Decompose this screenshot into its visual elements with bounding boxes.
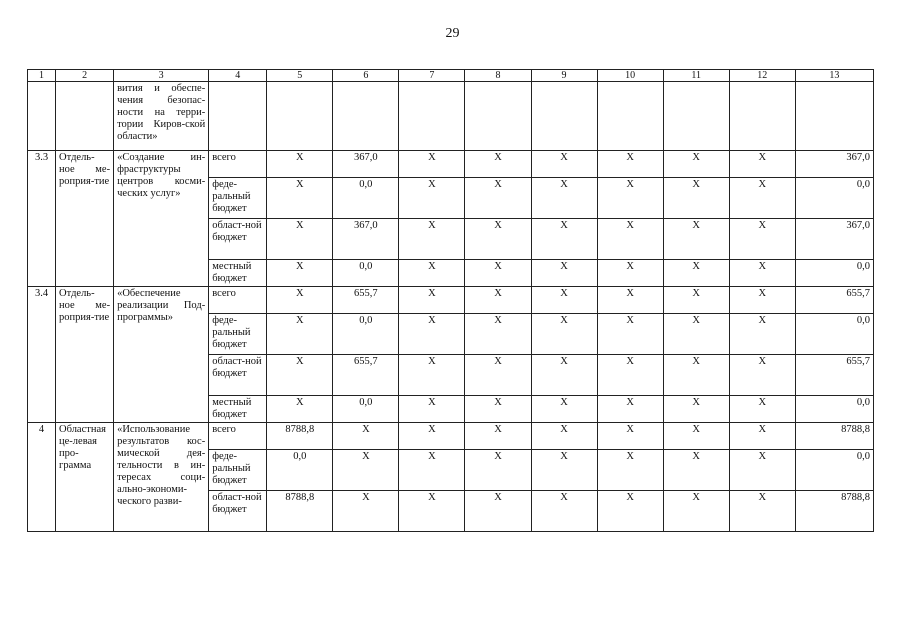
value-cell: X [333,450,399,491]
event-name-cell: «Обеспечение реализации Под-программы» [114,287,209,423]
value-cell: X [531,396,597,423]
value-cell: X [729,423,795,450]
value-cell: 367,0 [333,151,399,178]
value-cell: 0,0 [795,178,873,219]
value-cell: X [597,287,663,314]
value-cell: X [267,355,333,396]
table-cell [209,82,267,151]
funding-source-cell: област-ной бюджет [209,355,267,396]
funding-source-cell: област-ной бюджет [209,491,267,532]
value-cell: X [531,260,597,287]
column-header-8: 8 [465,70,531,82]
funding-source-cell: област-ной бюджет [209,219,267,260]
column-header-11: 11 [663,70,729,82]
value-cell: 0,0 [795,396,873,423]
value-cell: X [333,423,399,450]
value-cell: X [399,396,465,423]
value-cell: X [597,450,663,491]
column-header-2: 2 [56,70,114,82]
value-cell: X [267,178,333,219]
value-cell: X [729,260,795,287]
value-cell: X [729,219,795,260]
value-cell: X [465,287,531,314]
value-cell: X [399,450,465,491]
value-cell: X [531,287,597,314]
value-cell: 0,0 [267,450,333,491]
column-header-12: 12 [729,70,795,82]
value-cell: X [663,151,729,178]
value-cell: X [597,219,663,260]
value-cell: 8788,8 [795,491,873,532]
event-name-cell: «Использование результатов кос-мической дея-тельности в ин-тересах соци-ально-экономи-ческого разви- [114,423,209,532]
value-cell: X [663,287,729,314]
value-cell: 0,0 [795,314,873,355]
column-header-4: 4 [209,70,267,82]
funding-source-cell: всего [209,151,267,178]
value-cell: 8788,8 [267,491,333,532]
table-cell [729,82,795,151]
value-cell: X [267,287,333,314]
value-cell: X [465,219,531,260]
table-cell [28,82,56,151]
value-cell: X [267,396,333,423]
value-cell: X [399,314,465,355]
column-header-3: 3 [114,70,209,82]
value-cell: X [465,491,531,532]
event-type-cell: Областная це-левая про-грамма [56,423,114,532]
value-cell: X [399,151,465,178]
value-cell: X [597,423,663,450]
value-cell: X [663,491,729,532]
funding-source-cell: местный бюджет [209,396,267,423]
value-cell: X [729,355,795,396]
value-cell: X [267,219,333,260]
value-cell: X [399,287,465,314]
table-cell [399,82,465,151]
value-cell: X [663,178,729,219]
funding-source-cell: всего [209,423,267,450]
value-cell: X [729,151,795,178]
value-cell: X [729,396,795,423]
value-cell: X [267,151,333,178]
column-header-13: 13 [795,70,873,82]
value-cell: 655,7 [333,355,399,396]
value-cell: X [531,151,597,178]
value-cell: X [465,396,531,423]
value-cell: X [597,178,663,219]
value-cell: X [597,260,663,287]
value-cell: X [663,396,729,423]
event-type-cell: Отдель-ное ме-роприя-тие [56,151,114,287]
value-cell: X [663,450,729,491]
table-row [28,287,874,314]
budget-table [27,69,874,532]
value-cell: X [399,355,465,396]
event-number-cell: 3.4 [28,287,56,423]
value-cell: X [663,314,729,355]
funding-source-cell: феде-ральный бюджет [209,450,267,491]
value-cell: X [531,491,597,532]
value-cell: X [597,491,663,532]
value-cell: X [729,178,795,219]
table-row [28,423,874,450]
value-cell: X [531,219,597,260]
table-row [28,151,874,178]
event-type-cell: Отдель-ное ме-роприя-тие [56,287,114,423]
value-cell: X [399,423,465,450]
value-cell: 8788,8 [267,423,333,450]
value-cell: X [729,314,795,355]
value-cell: 0,0 [795,450,873,491]
value-cell: X [597,314,663,355]
value-cell: 655,7 [795,287,873,314]
value-cell: 0,0 [333,314,399,355]
value-cell: 655,7 [795,355,873,396]
value-cell: X [465,260,531,287]
value-cell: X [663,260,729,287]
table-cell [56,82,114,151]
value-cell: X [267,260,333,287]
value-cell: 0,0 [795,260,873,287]
continuation-row [28,82,874,151]
value-cell: 8788,8 [795,423,873,450]
value-cell: X [399,491,465,532]
funding-source-cell: феде-ральный бюджет [209,314,267,355]
value-cell: 367,0 [795,151,873,178]
value-cell: X [465,450,531,491]
value-cell: X [597,396,663,423]
value-cell: X [663,219,729,260]
value-cell: X [531,423,597,450]
table-cell [267,82,333,151]
event-number-cell: 4 [28,423,56,532]
table-cell [597,82,663,151]
column-header-10: 10 [597,70,663,82]
value-cell: 655,7 [333,287,399,314]
value-cell: 367,0 [795,219,873,260]
header-row [28,70,874,82]
event-name-cell: вития и обеспе-чения безопас-ности на терри-тории Киров-ской области» [114,82,209,151]
page-number: 29 [445,26,460,41]
value-cell: X [465,355,531,396]
table-cell [531,82,597,151]
value-cell: X [729,287,795,314]
value-cell: X [465,314,531,355]
value-cell: X [597,151,663,178]
table-cell [333,82,399,151]
value-cell: X [465,178,531,219]
value-cell: X [663,355,729,396]
value-cell: X [663,423,729,450]
value-cell: X [267,314,333,355]
column-header-6: 6 [333,70,399,82]
value-cell: X [399,260,465,287]
value-cell: X [465,423,531,450]
table-cell [465,82,531,151]
value-cell: X [531,178,597,219]
event-name-cell: «Создание ин-фраструктуры центров косми-ческих услуг» [114,151,209,287]
value-cell: X [531,450,597,491]
funding-source-cell: всего [209,287,267,314]
value-cell: X [333,491,399,532]
value-cell: 367,0 [333,219,399,260]
value-cell: X [399,178,465,219]
value-cell: X [531,314,597,355]
funding-source-cell: феде-ральный бюджет [209,178,267,219]
table-cell [795,82,873,151]
value-cell: X [597,355,663,396]
value-cell: X [531,355,597,396]
value-cell: 0,0 [333,260,399,287]
value-cell: 0,0 [333,178,399,219]
column-header-7: 7 [399,70,465,82]
column-header-1: 1 [28,70,56,82]
value-cell: X [399,219,465,260]
value-cell: X [729,491,795,532]
table-cell [663,82,729,151]
funding-source-cell: местный бюджет [209,260,267,287]
column-header-5: 5 [267,70,333,82]
value-cell: 0,0 [333,396,399,423]
event-number-cell: 3.3 [28,151,56,287]
column-header-9: 9 [531,70,597,82]
value-cell: X [729,450,795,491]
value-cell: X [465,151,531,178]
